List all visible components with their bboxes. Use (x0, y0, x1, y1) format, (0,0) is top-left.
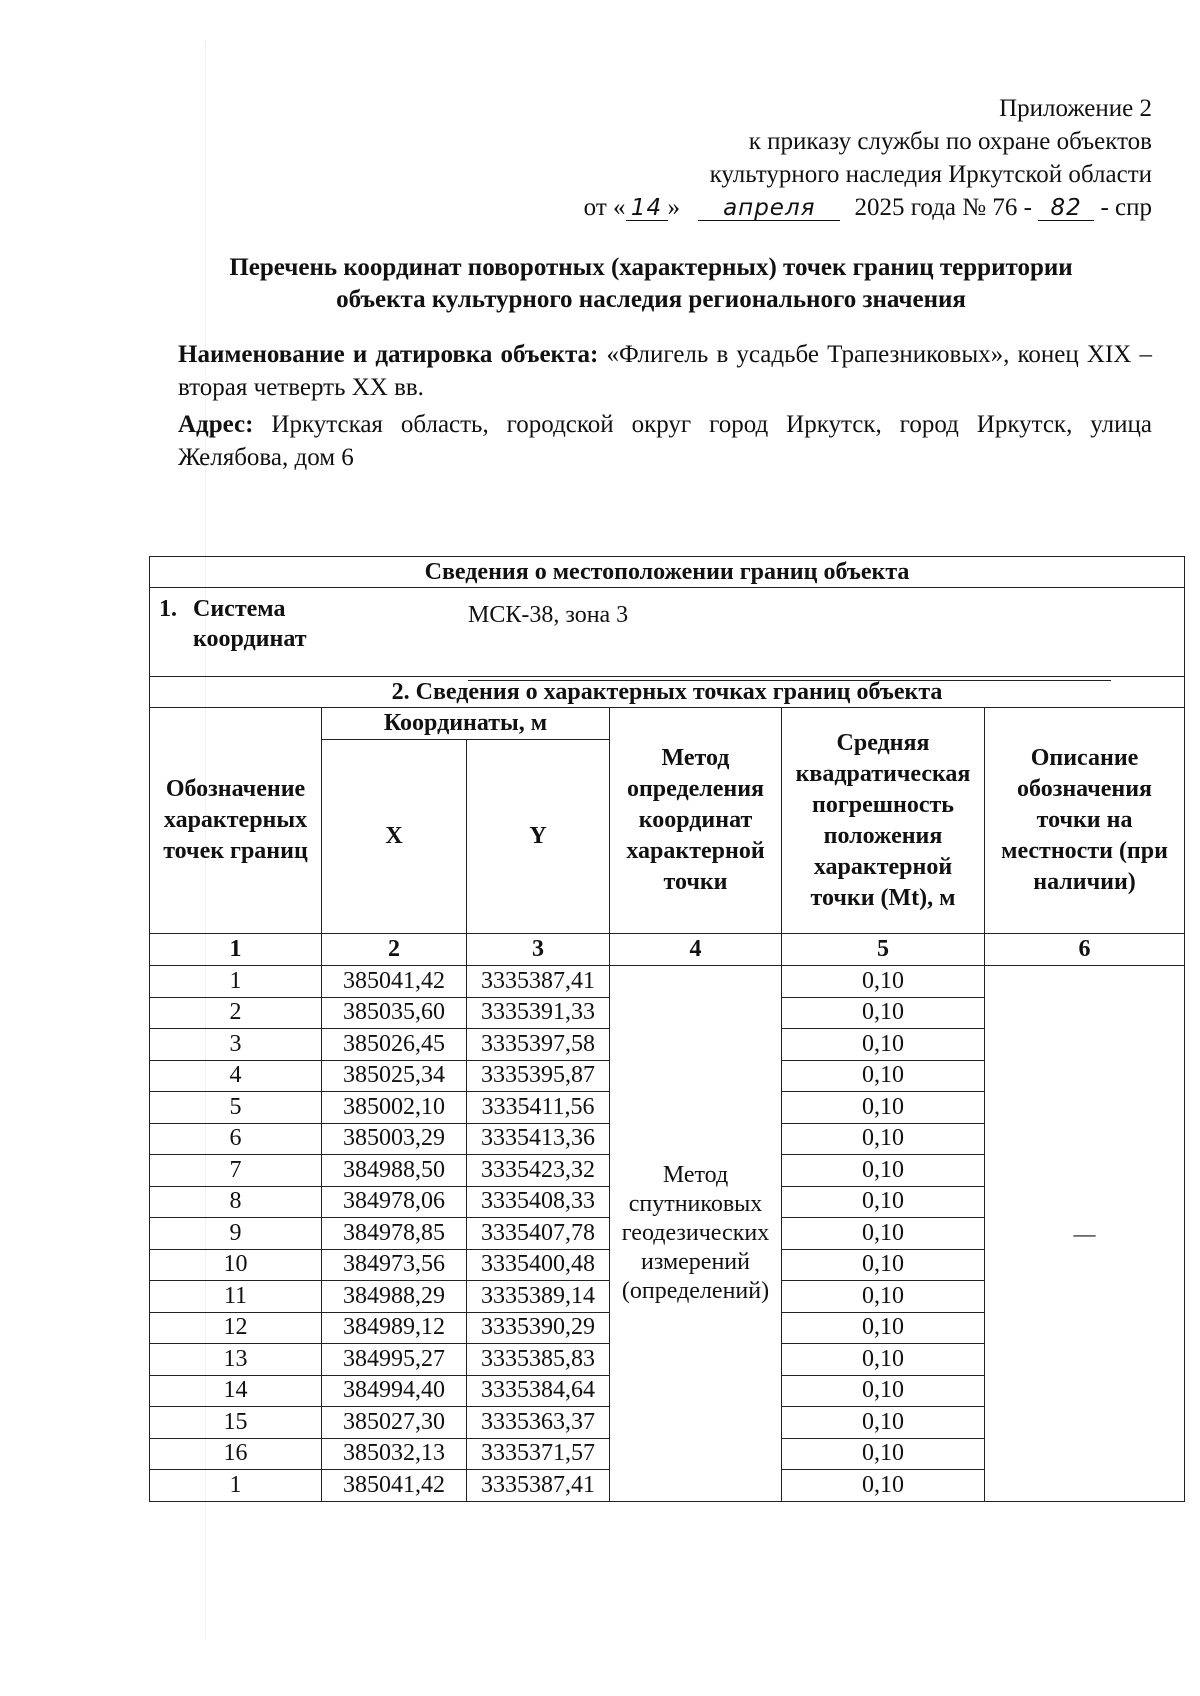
header-point: Обозначение характерных точек границ (150, 708, 322, 934)
header-error: Средняя квадратическая погрешность положения характерной точки (Mt), м (782, 708, 985, 934)
y-coordinate-cell: 3335387,41 (467, 966, 610, 998)
mt-value-cell: 0,10 (782, 1092, 985, 1124)
mt-value-cell: 0,10 (782, 1155, 985, 1187)
mt-value-cell: 0,10 (782, 1123, 985, 1155)
section-2-title: 2. Сведения о характерных точках границ объекта (150, 677, 1185, 708)
object-name-label: Наименование и датировка объекта: (178, 341, 599, 368)
mt-value-cell: 0,10 (782, 1312, 985, 1344)
header-method: Метод определения координат характерной точки (610, 708, 782, 934)
x-coordinate-cell: 385027,30 (322, 1407, 467, 1439)
description-cell: — (985, 966, 1185, 1502)
object-name-value: «Флигель в усадьбе Трапезниковых», конец XIX – вторая четверть XX вв. (178, 341, 1152, 401)
mt-value-cell: 0,10 (782, 1281, 985, 1313)
column-number: 6 (985, 934, 1185, 966)
mt-value-cell: 0,10 (782, 1249, 985, 1281)
point-id-cell: 10 (150, 1249, 322, 1281)
column-number-row (150, 934, 1185, 966)
y-coordinate-cell: 3335385,83 (467, 1344, 610, 1376)
x-coordinate-cell: 385025,34 (322, 1060, 467, 1092)
column-number: 4 (610, 934, 782, 966)
point-id-cell: 1 (150, 966, 322, 998)
x-coordinate-cell: 385032,13 (322, 1438, 467, 1470)
point-id-cell: 3 (150, 1029, 322, 1061)
y-coordinate-cell: 3335363,37 (467, 1407, 610, 1439)
column-number: 1 (150, 934, 322, 966)
column-number: 5 (782, 934, 985, 966)
x-coordinate-cell: 385041,42 (322, 966, 467, 998)
header-coordinates: Координаты, м (322, 708, 610, 740)
order-prefix: от « (583, 194, 626, 221)
coordinate-system-label (159, 594, 307, 654)
mt-value-cell: 0,10 (782, 1186, 985, 1218)
y-coordinate-cell: 3335395,87 (467, 1060, 610, 1092)
x-coordinate-cell: 384994,40 (322, 1375, 467, 1407)
agency-line: культурного наследия Иркутской области (709, 161, 1152, 188)
point-id-cell: 7 (150, 1155, 322, 1187)
order-date-line (584, 191, 1152, 224)
appendix-header (584, 92, 1152, 224)
x-coordinate-cell: 385041,42 (322, 1470, 467, 1502)
y-coordinate-cell: 3335400,48 (467, 1249, 610, 1281)
point-id-cell: 6 (150, 1123, 322, 1155)
object-info (178, 338, 1152, 474)
column-number: 3 (467, 934, 610, 966)
y-coordinate-cell: 3335411,56 (467, 1092, 610, 1124)
x-coordinate-cell: 384995,27 (322, 1344, 467, 1376)
y-coordinate-cell: 3335371,57 (467, 1438, 610, 1470)
object-address-paragraph (178, 408, 1152, 474)
x-coordinate-cell: 385026,45 (322, 1029, 467, 1061)
order-year-text: 2025 года № 76 - (854, 194, 1032, 221)
point-id-cell: 14 (150, 1375, 322, 1407)
point-id-cell: 16 (150, 1438, 322, 1470)
y-coordinate-cell: 3335384,64 (467, 1375, 610, 1407)
order-reference-line: к приказу службы по охране объектов (748, 128, 1152, 155)
coordinate-system-label-line1: Система (193, 596, 286, 622)
x-coordinate-cell: 384973,56 (322, 1249, 467, 1281)
point-id-cell: 11 (150, 1281, 322, 1313)
point-id-cell: 5 (150, 1092, 322, 1124)
x-coordinate-cell: 384978,85 (322, 1218, 467, 1250)
point-id-cell: 9 (150, 1218, 322, 1250)
y-coordinate-cell: 3335413,36 (467, 1123, 610, 1155)
x-coordinate-cell: 384978,06 (322, 1186, 467, 1218)
document-title (150, 252, 1152, 316)
column-number: 2 (322, 934, 467, 966)
method-cell: Метод спутниковых геодезических измерений (определений) (610, 966, 782, 1502)
order-day-handwritten: 14 (626, 196, 668, 221)
point-id-cell: 2 (150, 997, 322, 1029)
mt-value-cell: 0,10 (782, 1344, 985, 1376)
coordinates-table (149, 556, 1185, 1502)
mt-value-cell: 0,10 (782, 1375, 985, 1407)
y-coordinate-cell: 3335389,14 (467, 1281, 610, 1313)
mt-value-cell: 0,10 (782, 997, 985, 1029)
point-id-cell: 13 (150, 1344, 322, 1376)
point-id-cell: 1 (150, 1470, 322, 1502)
mt-value-cell: 0,10 (782, 966, 985, 998)
point-id-cell: 12 (150, 1312, 322, 1344)
appendix-number: Приложение 2 (999, 95, 1152, 122)
x-coordinate-cell: 384988,29 (322, 1281, 467, 1313)
x-coordinate-cell: 385035,60 (322, 997, 467, 1029)
order-quote-close: » (667, 194, 681, 221)
y-coordinate-cell: 3335387,41 (467, 1470, 610, 1502)
mt-value-cell: 0,10 (782, 1029, 985, 1061)
order-number-handwritten: 82 (1038, 196, 1094, 221)
y-coordinate-cell: 3335390,29 (467, 1312, 610, 1344)
y-coordinate-cell: 3335391,33 (467, 997, 610, 1029)
x-coordinate-cell: 385003,29 (322, 1123, 467, 1155)
point-id-cell: 15 (150, 1407, 322, 1439)
mt-value-cell: 0,10 (782, 1407, 985, 1439)
y-coordinate-cell: 3335408,33 (467, 1186, 610, 1218)
mt-value-cell: 0,10 (782, 1470, 985, 1502)
coordinate-system-cell (150, 588, 1185, 677)
mt-value-cell: 0,10 (782, 1060, 985, 1092)
x-coordinate-cell: 384989,12 (322, 1312, 467, 1344)
point-id-cell: 8 (150, 1186, 322, 1218)
coordinate-system-value: МСК-38, зона 3 (468, 602, 629, 628)
title-line-1: Перечень координат поворотных (характерных) точек границ территории (229, 254, 1073, 281)
object-name-paragraph (178, 338, 1152, 404)
header-y: Y (467, 740, 610, 934)
section-1-title: Сведения о местоположении границ объекта (150, 557, 1185, 588)
title-line-2: объекта культурного наследия регионального значения (336, 286, 966, 313)
y-coordinate-cell: 3335397,58 (467, 1029, 610, 1061)
x-coordinate-cell: 384988,50 (322, 1155, 467, 1187)
object-address-label: Адрес: (178, 411, 254, 438)
order-month-handwritten: апреля (698, 196, 840, 221)
mt-value-cell: 0,10 (782, 1438, 985, 1470)
object-address-value: Иркутская область, городской округ город Иркутск, город Иркутск, улица Желябова, дом 6 (178, 411, 1153, 471)
order-suffix: - спр (1100, 194, 1152, 221)
coordinate-system-label-line2: координат (193, 626, 307, 652)
coordinate-system-underline (468, 680, 1111, 681)
y-coordinate-cell: 3335423,32 (467, 1155, 610, 1187)
header-description: Описание обозначения точки на местности (при наличии) (985, 708, 1185, 934)
table-row (150, 966, 1185, 998)
coordinate-system-number: 1. (159, 596, 177, 622)
y-coordinate-cell: 3335407,78 (467, 1218, 610, 1250)
header-x: X (322, 740, 467, 934)
x-coordinate-cell: 385002,10 (322, 1092, 467, 1124)
mt-value-cell: 0,10 (782, 1218, 985, 1250)
point-id-cell: 4 (150, 1060, 322, 1092)
